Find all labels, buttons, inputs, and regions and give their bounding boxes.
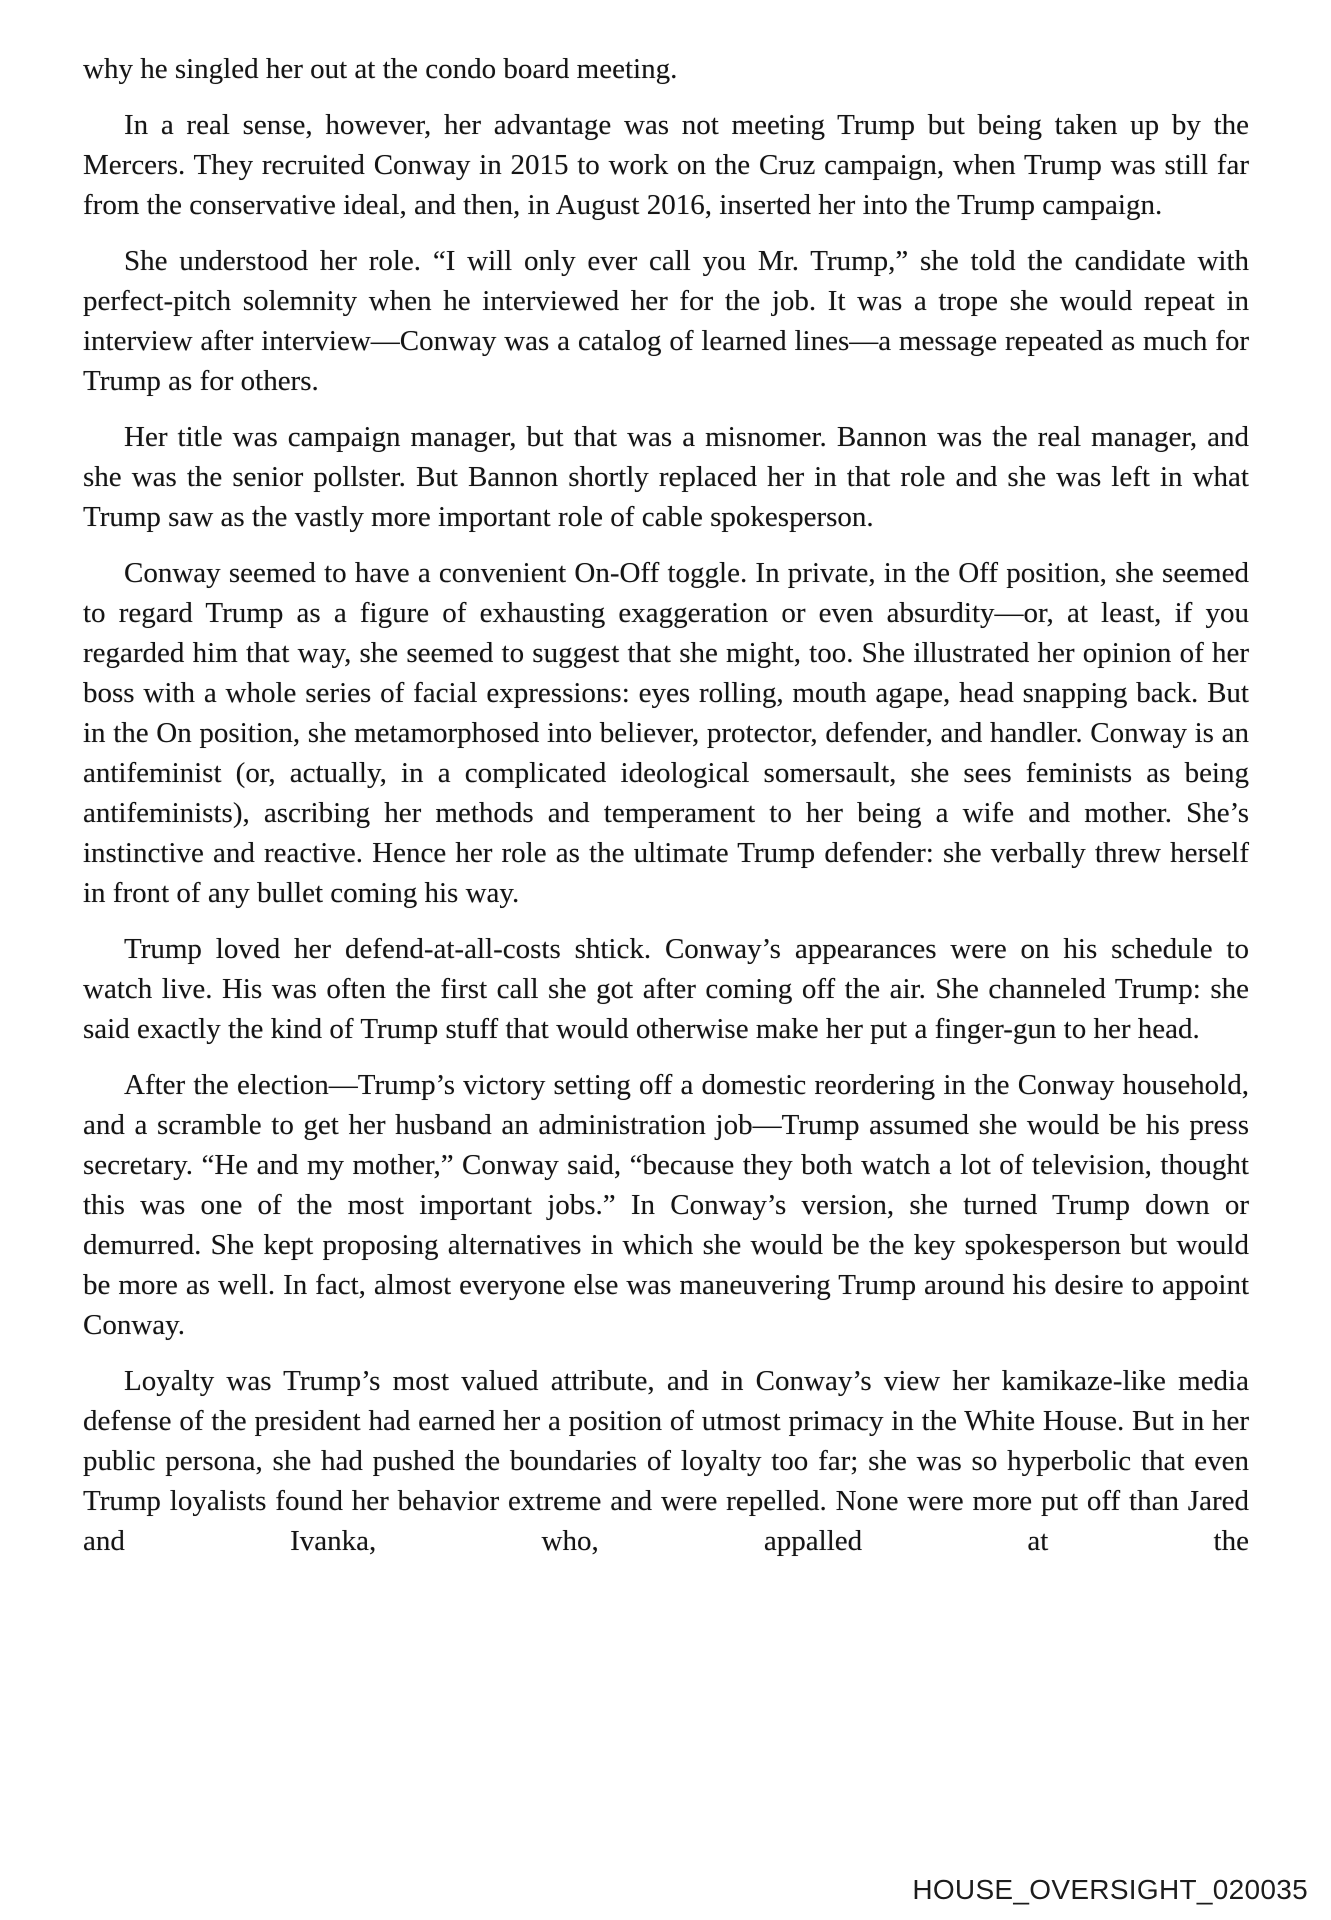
paragraph-loyalty: Loyalty was Trump’s most valued attribute, and in Conway’s view her kamikaze-like media defense of the president had earned her a position of utmost primacy in the White House. But in her public persona, she had pushed the boundaries of loyalty too far; she was so hyperbolic that even Trump loyalists found her behavior extreme and were repelled. None were more put off than Jared and Ivanka, who, appalled at the xyxy=(83,1365,1249,1557)
paragraph-campaign-manager: Her title was campaign manager, but that was a misnomer. Bannon was the real manager, and she was the senior pollster. But Bannon shortly replaced her in that role and she was left in what Trump saw as the vastly more important role of cable spokesperson. xyxy=(83,421,1249,533)
paragraph-understood-role: She understood her role. “I will only ever call you Mr. Trump,” she told the candidate with perfect-pitch solemnity when he interviewed her for the job. It was a trope she would repeat in interview after interview—Conway was a catalog of learned lines—a message repeated as much for Trump as for others. xyxy=(83,245,1249,397)
body-text xyxy=(83,49,1249,1561)
paragraph-defend-at-all-costs: Trump loved her defend-at-all-costs shtick. Conway’s appearances were on his schedule to watch live. His was often the first call she got after coming off the air. She channeled Trump: she said exactly the kind of Trump stuff that would otherwise make her put a finger-gun to her head. xyxy=(83,933,1249,1045)
bates-stamp: HOUSE_OVERSIGHT_020035 xyxy=(912,1874,1308,1905)
paragraph-continuation: why he singled her out at the condo board meeting. xyxy=(83,53,678,85)
paragraph-mercers: In a real sense, however, her advantage was not meeting Trump but being taken up by the Mercers. They recruited Conway in 2015 to work on the Cruz campaign, when Trump was still far from the conservative ideal, and then, in August 2016, inserted her into the Trump campaign. xyxy=(83,109,1249,221)
paragraph-after-election: After the election—Trump’s victory setting off a domestic reordering in the Conway household, and a scramble to get her husband an administration job—Trump assumed she would be his press secretary. “He and my mother,” Conway said, “because they both watch a lot of television, thought this was one of the most important jobs.” In Conway’s version, she turned Trump down or demurred. She kept proposing alternatives in which she would be the key spokesperson but would be more as well. In fact, almost everyone else was maneuvering Trump around his desire to appoint Conway. xyxy=(83,1069,1249,1341)
paragraph-on-off-toggle: Conway seemed to have a convenient On-Off toggle. In private, in the Off position, she seemed to regard Trump as a figure of exhausting exaggeration or even absurdity—or, at least, if you regarded him that way, she seemed to suggest that she might, too. She illustrated her opinion of her boss with a whole series of facial expressions: eyes rolling, mouth agape, head snapping back. But in the On position, she metamorphosed into believer, protector, defender, and handler. Conway is an antifeminist (or, actually, in a complicated ideological somersault, she sees feminists as being antifeminists), ascribing her methods and temperament to her being a wife and mother. She’s instinctive and reactive. Hence her role as the ultimate Trump defender: she verbally threw herself in front of any bullet coming his way. xyxy=(83,557,1249,909)
